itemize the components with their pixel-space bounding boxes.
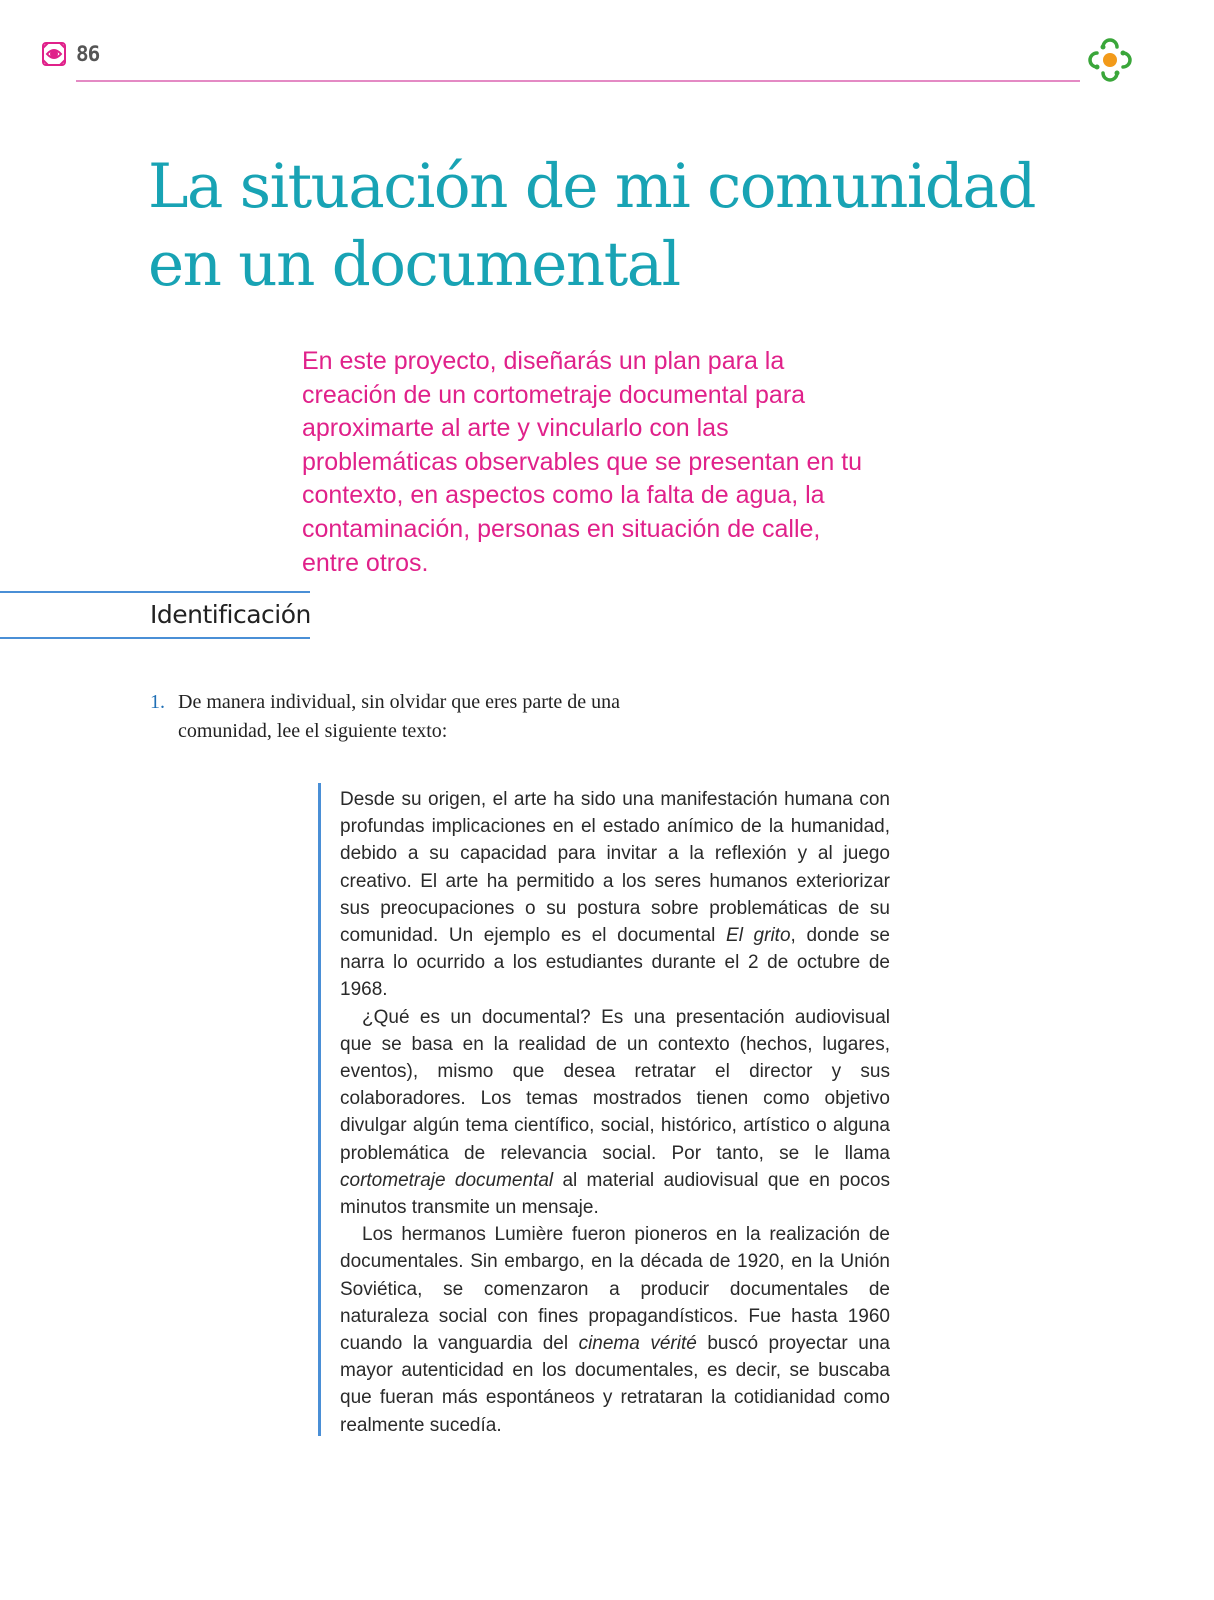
page-number: 86 xyxy=(76,42,100,66)
page-title xyxy=(148,148,1048,304)
decorative-ornament-icon xyxy=(40,40,68,68)
emphasized-term: cortometraje documental xyxy=(340,1169,554,1191)
reading-paragraph-2 xyxy=(340,1004,890,1222)
reading-text: ¿Qué es un documental? Es una presentación audiovisual que se basa en la realidad de un contexto (hechos, lugares, eventos), mismo que desea retratar el director y sus colaboradores. Los temas mostrados tienen como objetivo divulgar algún tema científico, social, histórico, artístico o alguna problemática de relevancia social. Por tanto, se le llama xyxy=(340,1006,890,1164)
activity-number: 1. xyxy=(150,691,165,713)
section-rule-top xyxy=(0,591,310,593)
reading-paragraph-1 xyxy=(340,786,890,1004)
activity-text: De manera individual, sin olvidar que eres parte de una comunidad, lee el siguiente texto: xyxy=(178,691,621,742)
series-logo-icon xyxy=(1084,34,1136,86)
film-title: El grito xyxy=(726,925,791,947)
section-heading: Identificación xyxy=(150,600,311,629)
header-rule xyxy=(76,80,1080,82)
reading-passage xyxy=(340,786,890,1439)
reading-text: Desde su origen, el arte ha sido una manifestación humana con profundas implicaciones en el estado anímico de la humanidad, debido a su capacidad para invitar a la reflexión y al juego creativo. El arte ha permitido a los seres humanos exteriorizar sus preocupaciones o su postura sobre problemáticas de su comunidad. Un ejemplo es el documental xyxy=(340,789,890,947)
page-title-line-1: La situación de mi comunidad xyxy=(148,151,1035,222)
section-rule-bottom xyxy=(0,637,310,639)
reading-text: al material audiovisual que en pocos minutos transmite un mensaje. xyxy=(340,1169,890,1219)
reading-accent-bar xyxy=(318,783,321,1436)
activity-item xyxy=(150,688,710,746)
reading-text: Los hermanos Lumière fueron pioneros en la realización de documentales. Sin embargo, en la década de 1920, en la Unión Soviética, se comenzaron a producir documentales de naturaleza social con fines propagandísticos. Fue hasta 1960 cuando la vanguardia del xyxy=(340,1224,890,1355)
intro-paragraph: En este proyecto, diseñarás un plan para la creación de un cortometraje documental para aproximarte al arte y vincularlo con las problemáticas observables que se presentan en tu contexto, en aspectos como la falta de agua, la contaminación, personas en situación de calle, entre otros. xyxy=(302,347,863,577)
emphasized-term: cinema vérité xyxy=(578,1333,697,1355)
page-title-line-2: en un documental xyxy=(148,229,680,300)
reading-text: , donde se narra lo ocurrido a los estudiantes durante el 2 de octubre de 1968. xyxy=(340,925,891,1001)
reading-text: buscó proyectar una mayor autenticidad en los documentales, es decir, se buscaba que fueran más espontáneos y retrataran la cotidianidad como realmente sucedía. xyxy=(340,1333,890,1436)
reading-paragraph-3 xyxy=(340,1221,890,1439)
